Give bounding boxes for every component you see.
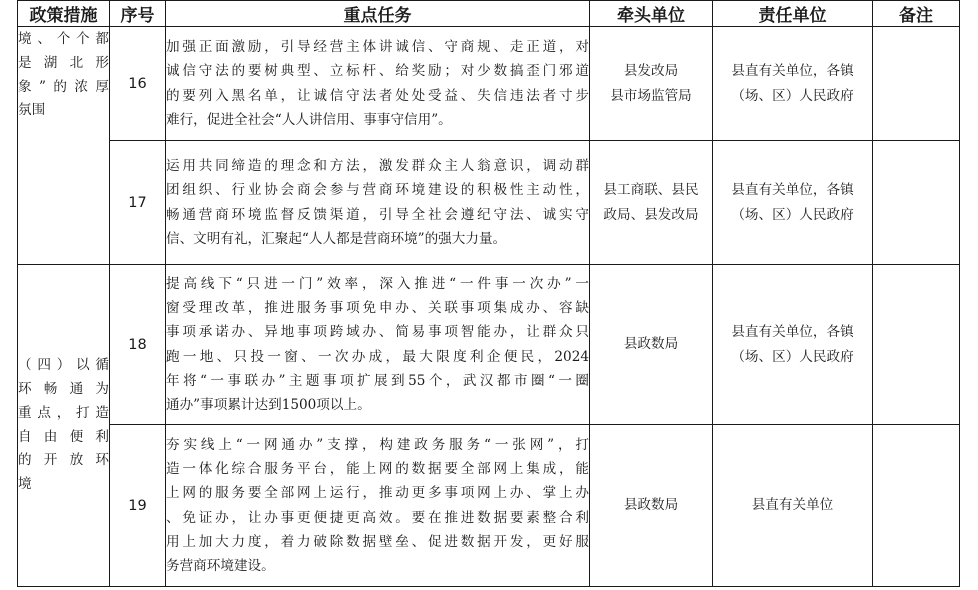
lead-unit-line: 政局、县发改局 [603,206,699,223]
key-task [166,425,590,587]
remarks-cell [873,265,960,425]
responsible-unit-line: 县直有关单位，各镇 [731,323,854,340]
remarks-cell [873,425,960,587]
task-line: 加强正面激励，引导经营主体讲诚信、守商规、走正道，对 [166,39,589,56]
table-row [18,265,960,425]
policy-measure-4 [18,265,110,587]
row-seq: 18 [110,265,166,425]
lead-unit [590,425,713,587]
task-line: 事项承诺办、异地事项跨域办、简易事项智能办，让群众只 [166,324,589,341]
header-remarks: 备注 [873,1,960,27]
task-line: 畅通营商环境监督反馈渠道，引导全社会遵纪守法、诚实守 [166,206,589,223]
task-line: 运用共同缔造的理念和方法，激发群众主人翁意识，调动群 [166,158,589,175]
task-line: 、免证办，让办事更便捷更高效。要在推进数据要素整合利 [166,509,589,526]
lead-unit-line: 县市场监管局 [610,87,692,104]
responsible-unit [713,27,873,141]
responsible-unit [713,425,873,587]
task-line: 团组织、行业协会商会参与营商环境建设的积极性主动性， [166,182,589,199]
task-line: 的要列入黑名单，让诚信守法者处处受益、失信违法者寸步 [166,87,589,104]
table-row [18,141,960,265]
responsible-unit [713,265,873,425]
policy-measure-continued [18,27,110,265]
lead-unit-line: 县发改局 [623,62,679,79]
measure-line: 境 [18,476,32,493]
row-seq: 19 [110,425,166,587]
task-line: 夯实线上“一网通办”支撑，构建政务服务“一张网”，打 [166,436,589,453]
task-line: 难行，促进全社会“人人讲信用、事事守信用”。 [166,111,452,128]
task-line: 务营商环境建设。 [166,557,275,574]
measure-line: （四）以循 [18,357,109,374]
header-key-task: 重点任务 [166,1,590,27]
row-seq: 17 [110,141,166,265]
lead-unit-line: 县政数局 [623,336,679,352]
remarks-cell [873,27,960,141]
table-row [18,425,960,587]
task-line: 提高线下“只进一门”效率，深入推进“一件事一次办”一 [166,275,589,292]
header-policy-measure: 政策措施 [18,1,110,27]
key-task [166,265,590,425]
task-line: 诚信守法的要树典型、立标杆、给奖励；对少数搞歪门邪道 [166,63,589,80]
measure-line: 环畅通为 [18,380,109,397]
responsible-unit-line: 县直有关单位 [751,497,834,513]
measure-line: 是湖北形 [18,54,109,71]
measure-line: 重点，打造 [18,404,109,421]
remarks-cell [873,141,960,265]
task-line: 通办”事项累计达到1500项以上。 [166,396,371,413]
task-line: 年将“一事联办”主题事项扩展到55个，武汉都市圈“一圈 [166,372,589,389]
task-line: 用上加大力度，着力破除数据壁垒、促进数据开发，更好服 [166,533,589,550]
lead-unit [590,27,713,141]
lead-unit-line: 县政数局 [623,497,679,513]
key-task [166,27,590,141]
responsible-unit-line: （场、区）人民政府 [731,348,854,365]
responsible-unit-line: （场、区）人民政府 [731,87,854,104]
responsible-unit-line: （场、区）人民政府 [731,206,854,223]
header-lead-unit: 牵头单位 [590,1,713,27]
responsible-unit-line: 县直有关单位，各镇 [731,181,854,198]
task-line: 造一体化综合服务平台，能上网的数据要全部网上集成，能 [166,461,589,478]
table-header-row [18,1,960,27]
lead-unit [590,265,713,425]
task-line: 上网的服务要全部网上运行，推动更多事项网上办、掌上办 [166,485,589,502]
responsible-unit [713,141,873,265]
responsible-unit-line: 县直有关单位，各镇 [731,62,854,79]
header-seq: 序号 [110,1,166,27]
measure-line: 自由便利 [18,428,109,445]
row-seq: 16 [110,27,166,141]
header-responsible-unit: 责任单位 [713,1,873,27]
task-line: 信、文明有礼，汇聚起“人人都是营商环境”的强大力量。 [166,230,507,247]
lead-unit [590,141,713,265]
measure-line: 境、个个都 [18,31,109,47]
lead-unit-line: 县工商联、县民 [603,181,699,198]
policy-table [17,0,960,587]
task-line: 窗受理改革，推进服务事项免申办、关联事项集成办、容缺 [166,300,589,317]
measure-line: 氛围 [18,102,46,119]
key-task [166,141,590,265]
measure-line: 的开放环 [18,452,109,469]
table-row [18,27,960,141]
task-line: 跑一地、只投一窗、一次办成，最大限度利企便民，2024 [166,348,589,365]
measure-line: 象”的浓厚 [18,78,109,95]
